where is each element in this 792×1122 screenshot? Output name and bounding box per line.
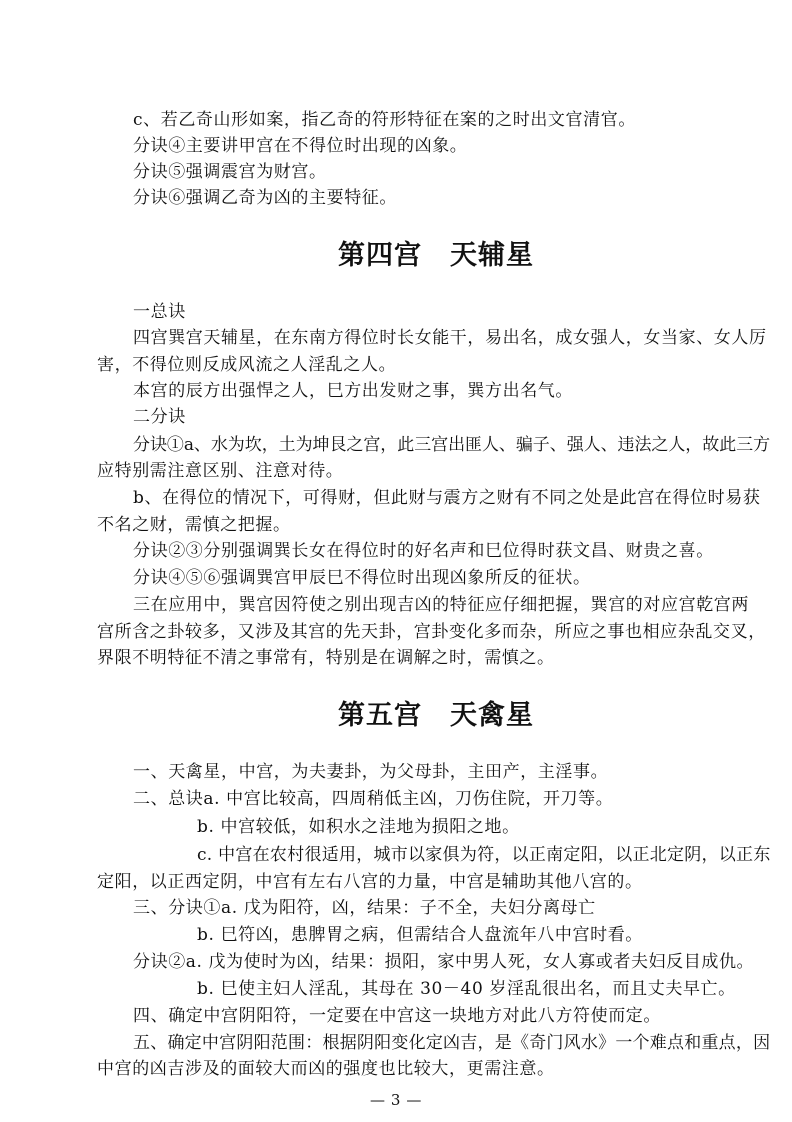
- text-line: 三、分诀①a. 戊为阳符，凶，结果：子不全，夫妇分离母亡: [133, 898, 596, 918]
- text-line: b. 巳符凶，患脾胃之病，但需结合人盘流年八中宫时看。: [197, 925, 643, 945]
- text-line: 宫所含之卦较多，又涉及其宫的先天卦，宫卦变化多而杂，所应之事也相应杂乱交叉，: [97, 622, 766, 642]
- text-line: 四宫巽宫天辅星，在东南方得位时长女能干，易出名，成女强人，女当家、女人厉: [133, 328, 767, 348]
- section-heading: 第五宫 天禽星: [338, 700, 534, 731]
- text-line: 四、确定中宫阴阳符，一定要在中宫这一块地方对此八方符使而定。: [133, 1006, 661, 1026]
- text-line: 中宫的凶吉涉及的面较大而凶的强度也比较大，更需注意。: [97, 1059, 555, 1079]
- text-line: 一总诀: [133, 302, 186, 322]
- text-line: 三在应用中，巽宫因符使之别出现吉凶的特征应仔细把握，巽宫的对应宫乾宫两: [133, 595, 749, 615]
- text-line: 害，不得位则反成风流之人淫乱之人。: [97, 355, 397, 375]
- page-number: — 3 —: [369, 1091, 423, 1109]
- text-line: 不名之财，需慎之把握。: [97, 515, 291, 535]
- text-line: b. 中宫较低，如积水之洼地为损阳之地。: [197, 817, 520, 837]
- text-line: c. 中宫在农村很适用，城市以家俱为符，以正南定阳，以正北定阴，以正东: [197, 845, 771, 865]
- text-line: 本宫的辰方出强悍之人，巳方出发财之事，巽方出名气。: [133, 381, 573, 401]
- text-line: 一、天禽星，中宫，为夫妻卦，为父母卦，主田产，主淫事。: [133, 762, 609, 782]
- text-line: 界限不明特征不清之事常有，特别是在调解之时，需慎之。: [97, 648, 555, 668]
- text-line: 二、总诀a. 中宫比较高，四周稍低主凶，刀伤住院，开刀等。: [133, 789, 614, 809]
- text-line: c、若乙奇山形如案，指乙奇的符形特征在案的之时出文官清官。: [133, 110, 636, 130]
- text-line: b、在得位的情况下，可得财，但此财与震方之财有不同之处是此宫在得位时易获: [133, 488, 761, 508]
- text-line: 分诀②a. 戊为使时为凶，结果：损阳，家中男人死，女人寡或者夫妇反目成仇。: [133, 952, 755, 972]
- text-line: 分诀⑥强调乙奇为凶的主要特征。: [133, 188, 397, 208]
- text-line: 分诀④⑤⑥强调巽宫甲辰巳不得位时出现凶象所反的征状。: [133, 568, 591, 588]
- text-line: 五、确定中宫阴阳范围：根据阴阳变化定凶吉，是《奇门风水》一个难点和重点，因: [133, 1033, 771, 1053]
- text-line: 分诀⑤强调震宫为财宫。: [133, 162, 327, 182]
- text-line: 应特别需注意区别、注意对待。: [97, 461, 344, 481]
- section-heading: 第四宫 天辅星: [338, 240, 534, 271]
- text-line: 二分诀: [133, 407, 186, 427]
- text-line: 分诀④主要讲甲宫在不得位时出现的凶象。: [133, 136, 468, 156]
- text-line: 分诀②③分别强调巽长女在得位时的好名声和巳位得时获文昌、财贵之喜。: [133, 541, 714, 561]
- text-line: 定阳，以正西定阴，中宫有左右八宫的力量，中宫是辅助其他八宫的。: [97, 872, 643, 892]
- text-line: b. 巳使主妇人淫乱，其母在 30－40 岁淫乱很出名，而且丈夫早亡。: [197, 979, 736, 999]
- text-line: 分诀①a、水为坎，土为坤艮之宫，此三宫出匪人、骗子、强人、违法之人，故此三方: [133, 435, 771, 455]
